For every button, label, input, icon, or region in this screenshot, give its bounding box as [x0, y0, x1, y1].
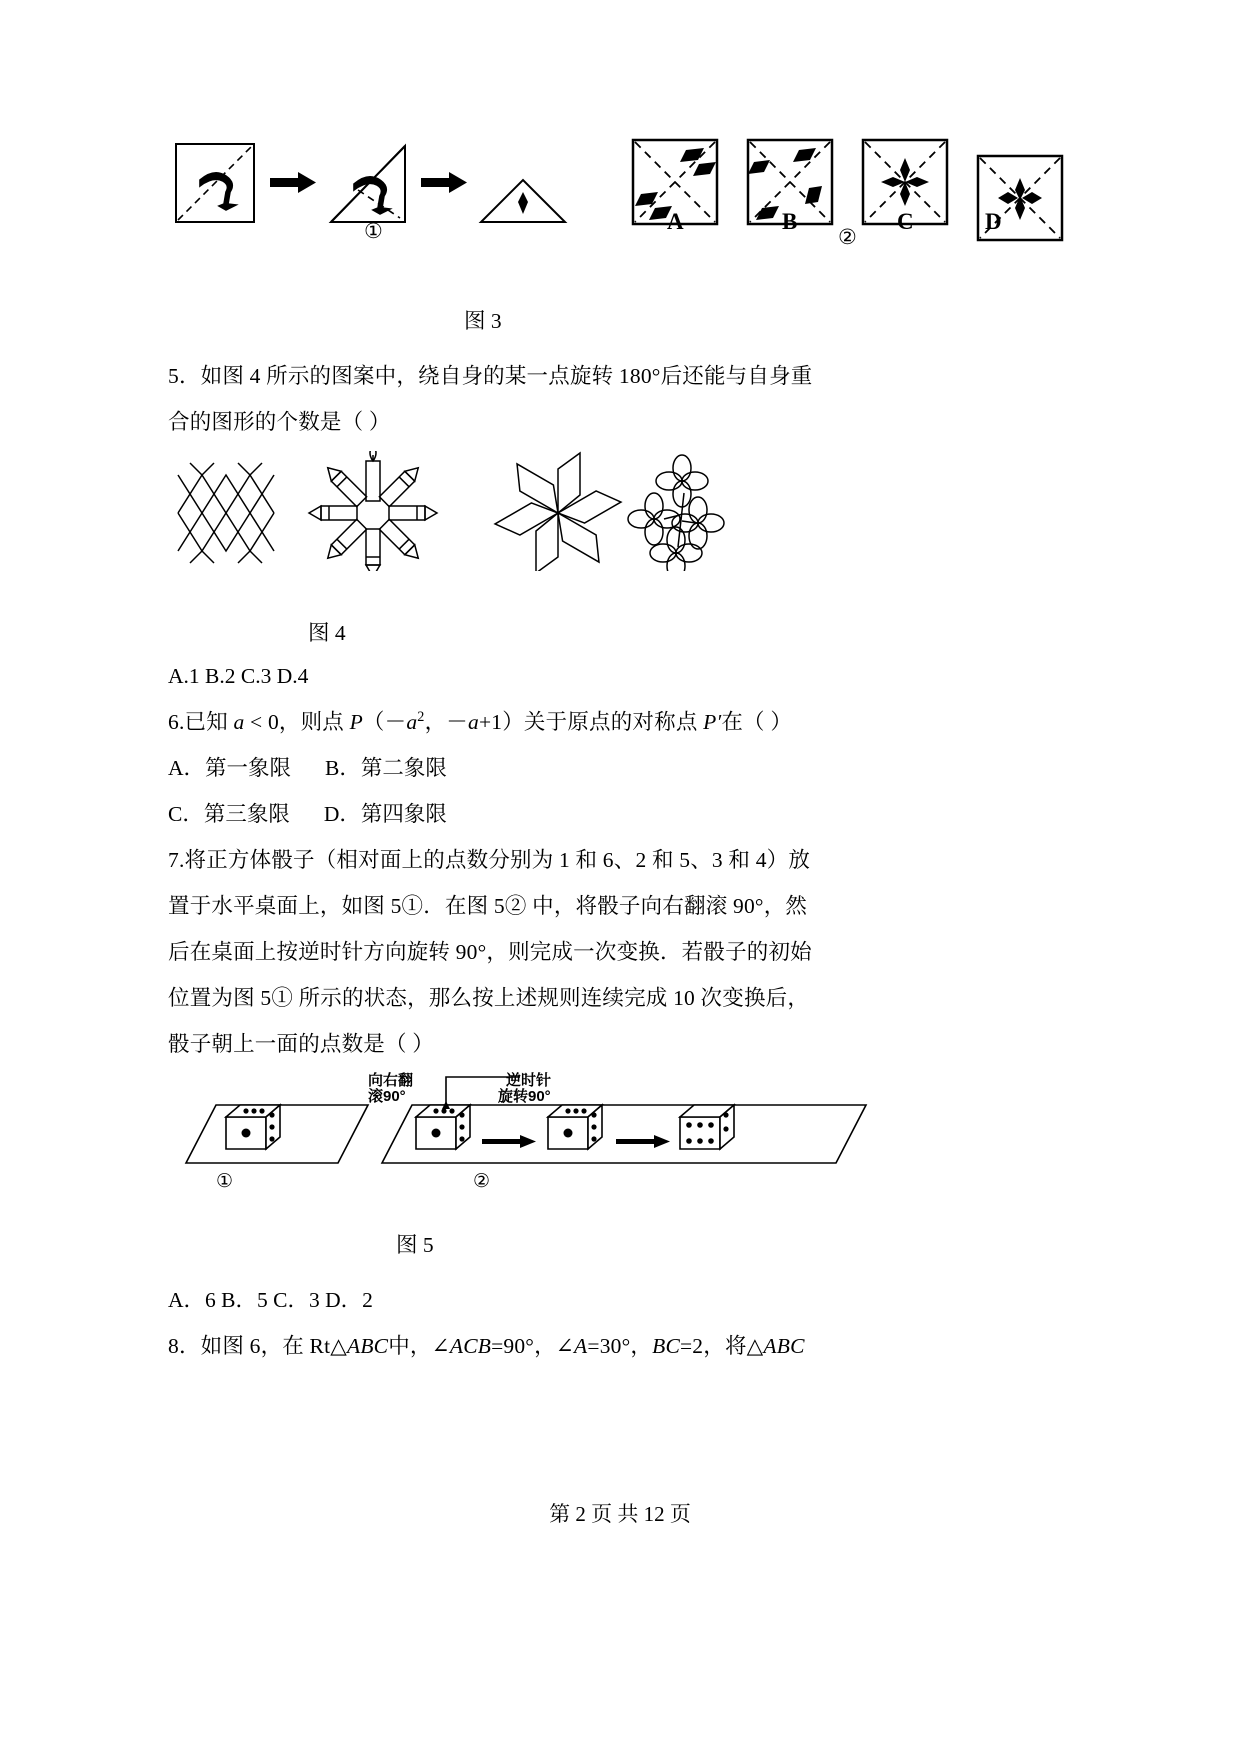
- figure-4-illustration: [168, 451, 980, 571]
- pattern-rhombus-star: [495, 453, 621, 571]
- q6-comma: ，－: [424, 710, 468, 734]
- figure-3-caption: 图 3: [464, 309, 502, 333]
- q6-point-p: P: [349, 710, 363, 734]
- figure3-step-label-1: ①: [364, 219, 383, 243]
- question-6-stem: [168, 699, 980, 745]
- q8-abc-1: ABC: [347, 1334, 389, 1358]
- figure5-label-rotate-ccw: 逆时针: [506, 1072, 552, 1089]
- q6-choice-a: A．第一象限: [168, 756, 292, 780]
- question-6-choices-row-2: [168, 791, 980, 837]
- pattern-clover: [628, 455, 724, 571]
- figure-5-illustration: [168, 1071, 980, 1191]
- q8-c: =90°，∠: [491, 1334, 575, 1358]
- figure3-option-b-label: B: [782, 209, 798, 234]
- figure3-option-c-label: C: [897, 209, 914, 234]
- question-8-line-1: [168, 1323, 980, 1369]
- question-6-choices-row-1: [168, 745, 980, 791]
- figure5-label-rotate-ccw-2: 旋转90°: [498, 1088, 551, 1105]
- q6-prefix: 6.已知: [168, 710, 234, 734]
- q8-b: 中，∠: [388, 1334, 450, 1358]
- q6-choice-c: C．第三象限: [168, 802, 290, 826]
- q8-e: =2，将: [679, 1334, 747, 1358]
- question-7-line-4: 位置为图 5① 所示的状态，那么按上述规则连续完成 10 次变换后，: [168, 986, 810, 1010]
- question-7-choices: A．6 B．5 C．3 D．2: [168, 1288, 373, 1312]
- page-footer: 第 2 页 共 12 页: [549, 1502, 691, 1526]
- q8-bc: BC: [652, 1334, 680, 1358]
- q8-triangle-1: △: [330, 1334, 348, 1358]
- question-7-line-1: 7.将正方体骰子（相对面上的点数分别为 1 和 6、2 和 5、3 和 4）放: [168, 848, 811, 872]
- q6-point-p-prime: P′: [703, 710, 722, 734]
- figure5-label-roll-right-2: 滚90°: [368, 1088, 406, 1105]
- question-7-line-3: 后在桌面上按逆时针方向旋转 90°，则完成一次变换．若骰子的初始: [168, 940, 812, 964]
- q6-paren-open: （－: [362, 710, 407, 734]
- q6-choice-d: D．第四象限: [323, 802, 447, 826]
- figure5-label-roll-right: 向右翻: [368, 1072, 414, 1089]
- q6-mid1: < 0，则点: [244, 710, 350, 734]
- q6-var-a2: a: [406, 710, 418, 734]
- figure5-panel-2-label: ②: [473, 1171, 491, 1191]
- q8-acb: ACB: [449, 1334, 492, 1358]
- q6-exponent: 2: [417, 708, 425, 725]
- question-5-line-2: 合的图形的个数是（ ）: [168, 410, 391, 434]
- q8-a: 8．如图 6，在 Rt: [168, 1334, 331, 1358]
- q8-angle-a: A: [574, 1334, 588, 1358]
- pattern-pen-pinwheel: [309, 451, 437, 571]
- q8-d: =30°，: [587, 1334, 653, 1358]
- figure-4-caption: 图 4: [308, 621, 346, 645]
- q6-mid2: 关于原点的对称点: [523, 710, 704, 734]
- q6-var-a3: a: [467, 710, 479, 734]
- figure3-option-d-label: D: [985, 209, 1002, 234]
- q6-tail: 在（ ）: [721, 710, 793, 734]
- pattern-lattice: [178, 463, 274, 563]
- q6-var-a: a: [233, 710, 245, 734]
- figure3-step-label-2: ②: [838, 225, 857, 249]
- question-7-line-2: 置于水平桌面上，如图 5①．在图 5② 中，将骰子向右翻滚 90°，然: [168, 894, 808, 918]
- q8-triangle-2: △: [746, 1334, 764, 1358]
- question-7-line-5: 骰子朝上一面的点数是（ ）: [168, 1032, 434, 1056]
- figure5-panel-1-label: ①: [216, 1171, 234, 1191]
- question-5-choices: A.1 B.2 C.3 D.4: [168, 664, 309, 688]
- figure-3-labels: [168, 209, 1002, 287]
- figure3-option-a-label: A: [667, 209, 684, 234]
- q6-plus-one: +1）: [478, 710, 524, 734]
- q8-abc-2: ABC: [763, 1334, 805, 1358]
- question-5-line-1: 5．如图 4 所示的图案中，绕自身的某一点旋转 180°后还能与自身重: [168, 364, 813, 388]
- page-content: [168, 120, 1002, 1369]
- figure-5-caption: 图 5: [396, 1233, 434, 1257]
- q6-choice-b: B．第二象限: [325, 756, 447, 780]
